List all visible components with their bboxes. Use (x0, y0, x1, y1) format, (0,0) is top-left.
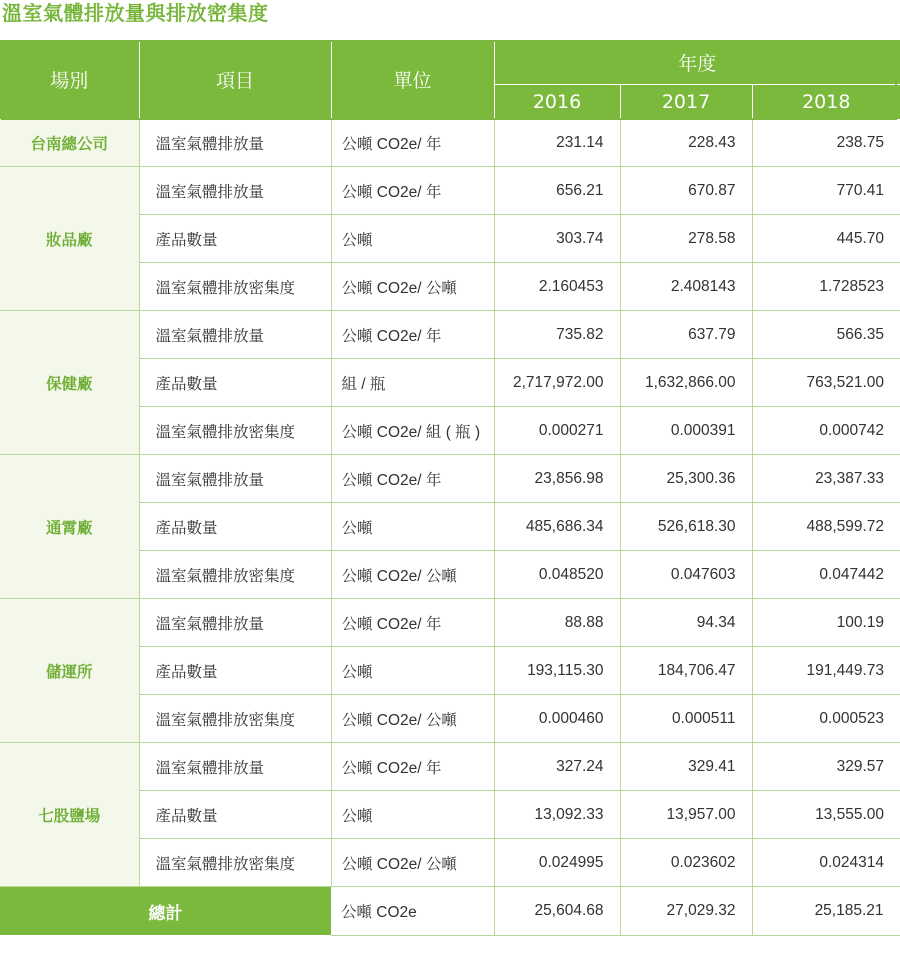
table-header (0, 40, 900, 119)
item-cell: 產品數量 (139, 647, 331, 695)
value-2018: 1.728523 (752, 263, 900, 311)
table-row (0, 167, 900, 215)
unit-cell: 公噸 CO2e/ 年 (331, 743, 494, 791)
emissions-table (0, 40, 900, 936)
value-2018: 770.41 (752, 167, 900, 215)
table-row (0, 119, 900, 167)
total-label: 總計 (0, 887, 331, 936)
unit-cell: 公噸 CO2e/ 年 (331, 599, 494, 647)
total-unit: 公噸 CO2e (331, 887, 494, 936)
item-cell: 產品數量 (139, 503, 331, 551)
value-2017: 329.41 (620, 743, 752, 791)
table-row (0, 455, 900, 503)
site-label: 妝品廠 (0, 167, 139, 311)
value-2017: 184,706.47 (620, 647, 752, 695)
value-2016: 0.048520 (494, 551, 620, 599)
header-site: 場別 (0, 40, 139, 119)
value-2016: 0.000271 (494, 407, 620, 455)
header-year-2017: 2017 (620, 85, 752, 120)
site-label: 台南總公司 (0, 119, 139, 167)
table-row (0, 599, 900, 647)
unit-cell: 公噸 CO2e/ 公噸 (331, 695, 494, 743)
value-2018: 0.000742 (752, 407, 900, 455)
item-cell: 溫室氣體排放密集度 (139, 551, 331, 599)
unit-cell: 公噸 CO2e/ 年 (331, 455, 494, 503)
value-2016: 303.74 (494, 215, 620, 263)
value-2018: 13,555.00 (752, 791, 900, 839)
value-2017: 0.023602 (620, 839, 752, 887)
item-cell: 溫室氣體排放量 (139, 599, 331, 647)
value-2018: 238.75 (752, 119, 900, 167)
value-2018: 329.57 (752, 743, 900, 791)
unit-cell: 公噸 CO2e/ 組 ( 瓶 ) (331, 407, 494, 455)
header-year-2016: 2016 (494, 85, 620, 120)
item-cell: 溫室氣體排放量 (139, 455, 331, 503)
value-2016: 231.14 (494, 119, 620, 167)
value-2016: 13,092.33 (494, 791, 620, 839)
header-year-2018: 2018 (752, 85, 900, 120)
item-cell: 溫室氣體排放量 (139, 743, 331, 791)
value-2018: 0.024314 (752, 839, 900, 887)
item-cell: 溫室氣體排放密集度 (139, 407, 331, 455)
value-2016: 0.000460 (494, 695, 620, 743)
unit-cell: 組 / 瓶 (331, 359, 494, 407)
total-2018: 25,185.21 (752, 887, 900, 936)
table-row (0, 311, 900, 359)
unit-cell: 公噸 CO2e/ 公噸 (331, 263, 494, 311)
value-2017: 228.43 (620, 119, 752, 167)
value-2017: 25,300.36 (620, 455, 752, 503)
total-row (0, 887, 900, 936)
value-2017: 670.87 (620, 167, 752, 215)
site-label: 保健廠 (0, 311, 139, 455)
value-2016: 2.160453 (494, 263, 620, 311)
value-2016: 2,717,972.00 (494, 359, 620, 407)
item-cell: 產品數量 (139, 791, 331, 839)
value-2018: 566.35 (752, 311, 900, 359)
unit-cell: 公噸 (331, 215, 494, 263)
unit-cell: 公噸 CO2e/ 公噸 (331, 551, 494, 599)
unit-cell: 公噸 (331, 647, 494, 695)
unit-cell: 公噸 CO2e/ 年 (331, 167, 494, 215)
item-cell: 溫室氣體排放密集度 (139, 695, 331, 743)
unit-cell: 公噸 CO2e/ 年 (331, 119, 494, 167)
page-title: 溫室氣體排放量與排放密集度 (2, 1, 269, 25)
value-2018: 23,387.33 (752, 455, 900, 503)
value-2018: 0.047442 (752, 551, 900, 599)
site-label: 儲運所 (0, 599, 139, 743)
item-cell: 產品數量 (139, 359, 331, 407)
unit-cell: 公噸 CO2e/ 公噸 (331, 839, 494, 887)
unit-cell: 公噸 CO2e/ 年 (331, 311, 494, 359)
item-cell: 溫室氣體排放量 (139, 119, 331, 167)
site-label: 七股鹽場 (0, 743, 139, 887)
value-2017: 637.79 (620, 311, 752, 359)
value-2018: 488,599.72 (752, 503, 900, 551)
value-2017: 2.408143 (620, 263, 752, 311)
value-2017: 94.34 (620, 599, 752, 647)
value-2018: 100.19 (752, 599, 900, 647)
value-2016: 735.82 (494, 311, 620, 359)
value-2016: 0.024995 (494, 839, 620, 887)
value-2017: 0.047603 (620, 551, 752, 599)
item-cell: 溫室氣體排放密集度 (139, 263, 331, 311)
value-2016: 193,115.30 (494, 647, 620, 695)
value-2017: 13,957.00 (620, 791, 752, 839)
site-label: 通霄廠 (0, 455, 139, 599)
header-year-group: 年度 (494, 40, 900, 85)
value-2016: 23,856.98 (494, 455, 620, 503)
unit-cell: 公噸 (331, 791, 494, 839)
item-cell: 溫室氣體排放量 (139, 167, 331, 215)
unit-cell: 公噸 (331, 503, 494, 551)
header-unit: 單位 (331, 40, 494, 119)
value-2016: 485,686.34 (494, 503, 620, 551)
table-body (0, 119, 900, 935)
item-cell: 溫室氣體排放密集度 (139, 839, 331, 887)
value-2017: 0.000511 (620, 695, 752, 743)
table-row (0, 743, 900, 791)
value-2017: 526,618.30 (620, 503, 752, 551)
value-2017: 278.58 (620, 215, 752, 263)
value-2016: 88.88 (494, 599, 620, 647)
total-2016: 25,604.68 (494, 887, 620, 936)
value-2016: 656.21 (494, 167, 620, 215)
value-2018: 445.70 (752, 215, 900, 263)
value-2017: 1,632,866.00 (620, 359, 752, 407)
value-2018: 0.000523 (752, 695, 900, 743)
item-cell: 產品數量 (139, 215, 331, 263)
value-2017: 0.000391 (620, 407, 752, 455)
header-item: 項目 (139, 40, 331, 119)
total-2017: 27,029.32 (620, 887, 752, 936)
value-2016: 327.24 (494, 743, 620, 791)
item-cell: 溫室氣體排放量 (139, 311, 331, 359)
value-2018: 191,449.73 (752, 647, 900, 695)
value-2018: 763,521.00 (752, 359, 900, 407)
